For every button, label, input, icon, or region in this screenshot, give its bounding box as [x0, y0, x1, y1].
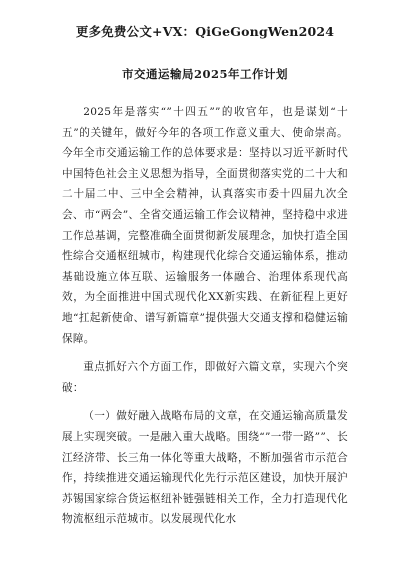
document-title: 市交通运输局2025年工作计划 [121, 67, 288, 81]
paragraph-section-1: （一）做好融入战略布局的文章，在交通运输高质量发展上实现突破。一是融入重大战略。围绕“”一带一路””、长江经济带、长三角一体化等重大战略，不断加强省市示范合作，持续推进交通运输现代化先行示范区建设，加快开展沪苏锡国家综合货运枢纽补链强链相关工作，全力打造现代化物流枢纽示范城市。以发展现代化水 [62, 410, 348, 526]
paragraph-summary: 重点抓好六个方面工作，即做好六篇文章，实现六个突破： [62, 361, 348, 394]
paragraph-intro: 2025年是落实“”十四五””的收官年，也是谋划“十五”的关键年，做好今年的各项工作意义重大、使命崇高。今年全市交通运输工作的总体要求是：坚持以习近平新时代中国特色社会主义思想为指导，全面贯彻落实党的二十大和二十届二中、三中全会精神，认真落实市委十四届九次全会、市“两会”、全省交通运输工作会议精神，坚持稳中求进工作总基调，完整准确全面贯彻新发展理念，加快打造全国性综合交通枢纽城市，构建现代化综合交通运输体系，推动基础设施立体互联、运输服务一体融合、治理体系现代高效，为全面推进中国式现代化XX新实践、在新征程上更好地“扛起新使命、谱写新篇章”提供强大交通支撑和稳健运输保障。 [62, 106, 348, 345]
promo-header: 更多免费公文+VX：QiGeGongWen2024 [75, 24, 335, 39]
